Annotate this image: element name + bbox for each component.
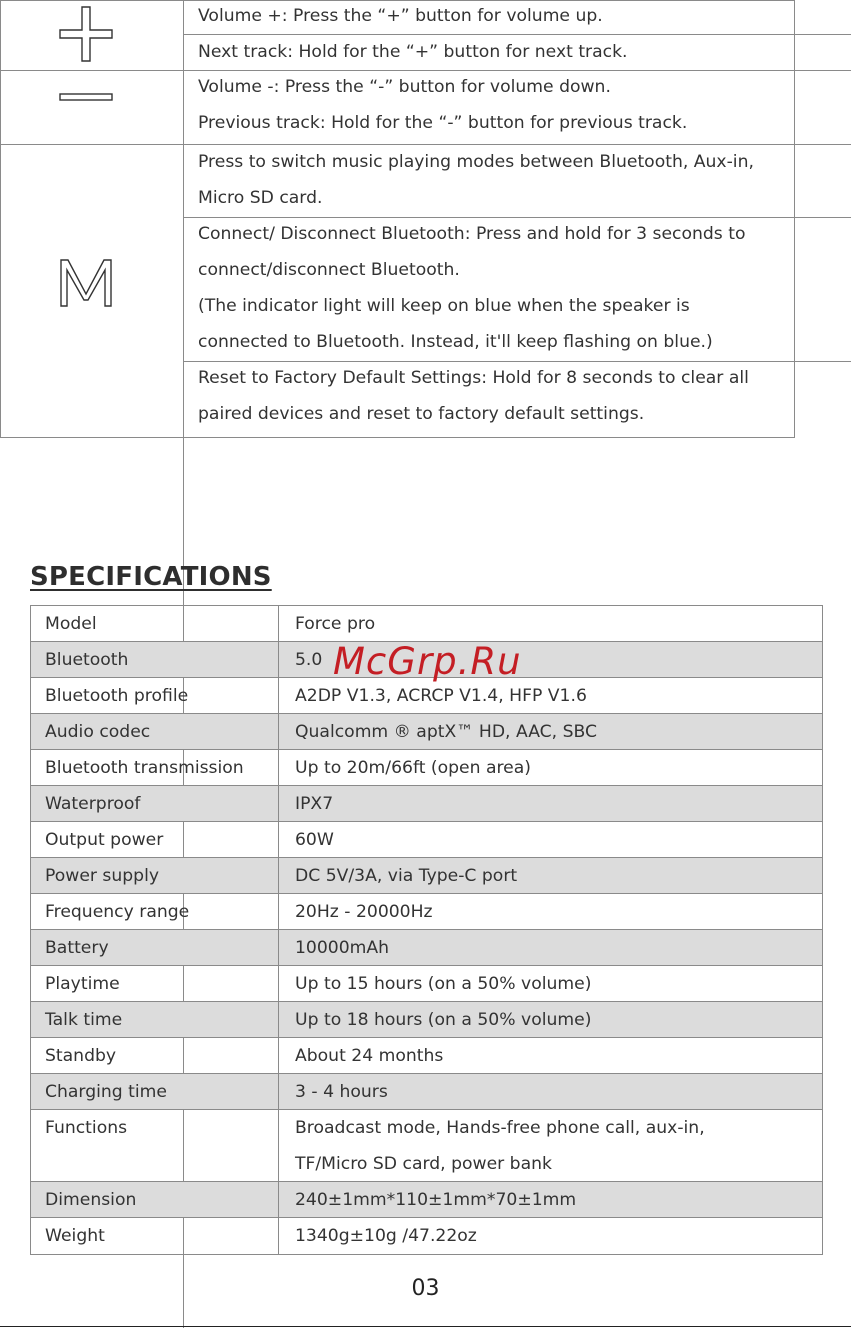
bt-indicator-note: (The indicator light will keep on blue when the speaker is	[198, 296, 690, 316]
spec-value	[279, 894, 822, 929]
spec-value-line: IPX7	[295, 794, 334, 814]
spec-value	[279, 822, 822, 857]
specifications-heading: SPECIFICATIONS	[30, 562, 272, 592]
spec-label: Model	[31, 606, 279, 641]
mode-switch-text: Press to switch music playing modes between Bluetooth, Aux-in,	[198, 152, 754, 172]
spec-row	[31, 1182, 822, 1218]
spec-row	[31, 858, 822, 894]
spec-value-line: About 24 months	[295, 1046, 444, 1066]
spec-value	[279, 858, 822, 893]
mode-switch-text: Micro SD card.	[198, 188, 323, 208]
spec-label: Bluetooth	[31, 642, 279, 677]
spec-value-line: 3 - 4 hours	[295, 1082, 388, 1102]
spec-value-line: 10000mAh	[295, 938, 390, 958]
spec-value-line: Qualcomm ® aptX™ HD, AAC, SBC	[295, 722, 598, 742]
spec-value	[279, 750, 822, 785]
spec-label: Audio codec	[31, 714, 279, 749]
spec-value	[279, 678, 822, 713]
spec-value-line: DC 5V/3A, via Type-C port	[295, 866, 518, 886]
page-number: 03	[411, 1276, 440, 1301]
spec-label: Output power	[31, 822, 279, 857]
spec-row	[31, 1002, 822, 1038]
spec-value-line: 240±1mm*110±1mm*70±1mm	[295, 1190, 577, 1210]
spec-value-line: Up to 15 hours (on a 50% volume)	[295, 974, 592, 994]
factory-reset-text: Reset to Factory Default Settings: Hold for 8 seconds to clear all	[198, 368, 749, 388]
minus-volume-text: Volume -: Press the “-” button for volume down.	[198, 77, 611, 97]
spec-value	[279, 714, 822, 749]
spec-row	[31, 786, 822, 822]
spec-value	[279, 786, 822, 821]
spec-row	[31, 1038, 822, 1074]
spec-value-line: Force pro	[295, 614, 376, 634]
bottom-rule	[0, 1326, 851, 1327]
spec-value-line: 1340g±10g /47.22oz	[295, 1226, 477, 1246]
spec-row	[31, 750, 822, 786]
spec-label: Battery	[31, 930, 279, 965]
spec-label: Weight	[31, 1218, 279, 1254]
spec-row	[31, 894, 822, 930]
spec-row	[31, 1074, 822, 1110]
spec-label: Waterproof	[31, 786, 279, 821]
spec-label: Functions	[31, 1110, 279, 1181]
m-letter-icon	[59, 258, 115, 308]
plus-track-text: Next track: Hold for the “+” button for next track.	[198, 42, 628, 62]
watermark: McGrp.Ru	[333, 640, 522, 683]
minus-icon	[59, 93, 115, 103]
spec-label: Standby	[31, 1038, 279, 1073]
spec-label: Frequency range	[31, 894, 279, 929]
spec-label: Power supply	[31, 858, 279, 893]
spec-value-line: 5.0	[295, 650, 323, 670]
bt-connect-text: Connect/ Disconnect Bluetooth: Press and hold for 3 seconds to	[198, 224, 746, 244]
spec-value	[279, 966, 822, 1001]
spec-row	[31, 678, 822, 714]
spec-label: Playtime	[31, 966, 279, 1001]
spec-value	[279, 1074, 822, 1109]
spec-value	[279, 1218, 822, 1254]
spec-value	[279, 930, 822, 965]
spec-label: Dimension	[31, 1182, 279, 1217]
spec-row	[31, 714, 822, 750]
factory-reset-text: paired devices and reset to factory default settings.	[198, 404, 645, 424]
spec-value-line: 60W	[295, 830, 334, 850]
spec-value-line: TF/Micro SD card, power bank	[295, 1154, 552, 1174]
spec-value	[279, 606, 822, 641]
minus-track-text: Previous track: Hold for the “-” button for previous track.	[198, 113, 688, 133]
spec-value-line: Up to 20m/66ft (open area)	[295, 758, 531, 778]
bt-connect-text: connect/disconnect Bluetooth.	[198, 260, 460, 280]
spec-value-line: Up to 18 hours (on a 50% volume)	[295, 1010, 592, 1030]
spec-label: Talk time	[31, 1002, 279, 1037]
spec-label: Bluetooth transmission	[31, 750, 279, 785]
spec-label: Bluetooth profile	[31, 678, 279, 713]
spec-value-line: 20Hz - 20000Hz	[295, 902, 433, 922]
spec-label: Charging time	[31, 1074, 279, 1109]
spec-value-line: Broadcast mode, Hands-free phone call, aux-in,	[295, 1118, 705, 1138]
spec-row	[31, 966, 822, 1002]
spec-value	[279, 1182, 822, 1217]
spec-value	[279, 1110, 822, 1181]
spec-value	[279, 1002, 822, 1037]
spec-value-line: A2DP V1.3, ACRCP V1.4, HFP V1.6	[295, 686, 587, 706]
spec-value	[279, 1038, 822, 1073]
plus-icon	[58, 6, 114, 62]
spec-row	[31, 822, 822, 858]
bt-indicator-note: connected to Bluetooth. Instead, it'll keep flashing on blue.)	[198, 332, 713, 352]
spec-row	[31, 1110, 822, 1182]
specifications-table	[30, 605, 823, 1255]
spec-row	[31, 606, 822, 642]
button-function-table	[0, 0, 795, 438]
plus-volume-text: Volume +: Press the “+” button for volume up.	[198, 6, 603, 26]
spec-row	[31, 930, 822, 966]
spec-row	[31, 1218, 822, 1254]
